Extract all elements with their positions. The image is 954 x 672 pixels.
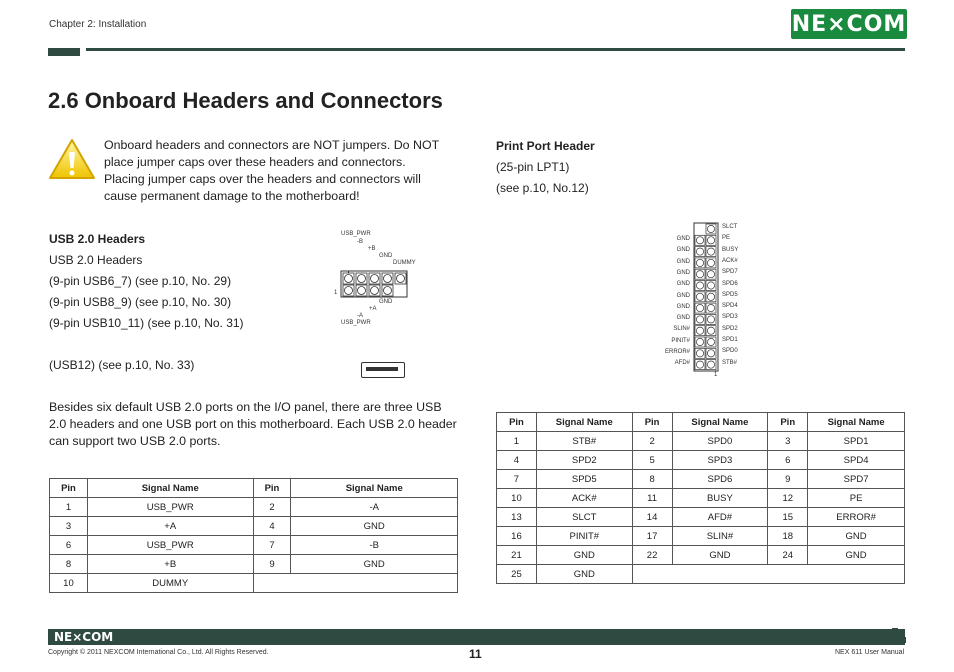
lpt-label-right: ACK#: [722, 257, 738, 264]
table-cell: 9: [253, 555, 291, 574]
lpt-label-left: SLIN#: [673, 326, 690, 333]
usb-paragraph: Besides six default USB 2.0 ports on the I/O panel, there are three USB 2.0 headers and one USB port on this motherboard. Each USB 2.0 header can support two USB 2.0 ports.: [49, 400, 457, 448]
table-cell: 3: [50, 517, 88, 536]
table-cell: 12: [768, 489, 808, 508]
table-cell: 5: [632, 451, 672, 470]
lpt-pin-hole: [696, 259, 703, 266]
table-cell: PE: [808, 489, 905, 508]
lpt-pin-hole: [696, 350, 703, 357]
table-row: [497, 432, 905, 451]
table-cell: SPD3: [672, 451, 768, 470]
table-cell: SLIN#: [672, 527, 768, 546]
table-cell: SPD6: [672, 470, 768, 489]
table-row: [50, 555, 458, 574]
usb-diag-label: DUMMY: [393, 260, 416, 266]
lpt-pin-hole: [696, 282, 703, 289]
table-cell: GND: [808, 527, 905, 546]
table-row: [50, 498, 458, 517]
lpt-label-right: STB#: [722, 359, 738, 366]
lpt-pin-hole: [696, 248, 703, 255]
col-header: Pin: [253, 479, 291, 498]
table-cell: SLCT: [536, 508, 632, 527]
table-row: [497, 527, 905, 546]
table-cell: 14: [632, 508, 672, 527]
lpt-label-right: SPD2: [722, 325, 738, 332]
lpt-pin-hole: [707, 338, 714, 345]
lpt-label-left: GND: [676, 315, 690, 322]
usb-diag-pin1: 1: [334, 290, 338, 296]
table-cell: 7: [253, 536, 291, 555]
table-cell: GND: [808, 546, 905, 565]
lpt-label-left: AFD#: [674, 360, 690, 367]
table-cell: 6: [50, 536, 88, 555]
usb-line: (9-pin USB10_11) (see p.10, No. 31): [49, 316, 244, 330]
table-cell: 24: [768, 546, 808, 565]
usb-header-diagram: [340, 270, 408, 298]
col-header: Pin: [50, 479, 88, 498]
lpt-label-left: GND: [676, 292, 690, 299]
col-header: Signal Name: [808, 413, 905, 432]
col-header: Pin: [497, 413, 537, 432]
table-cell: GND: [672, 546, 768, 565]
table-cell: 8: [50, 555, 88, 574]
usb-diag-label: GND: [379, 253, 393, 259]
logo-text: NE⨯COM: [791, 12, 907, 37]
lpt-header-diagram: [693, 222, 719, 372]
table-row: [497, 546, 905, 565]
table-cell: GND: [536, 565, 632, 584]
usb-line: (9-pin USB8_9) (see p.10, No. 30): [49, 295, 232, 309]
footer-corner-mark: [892, 637, 898, 643]
lpt-label-left: GND: [676, 247, 690, 254]
col-header: Signal Name: [87, 479, 253, 498]
lpt-label-left: GND: [676, 258, 690, 265]
nexcom-logo: [791, 9, 907, 39]
table-cell: +B: [87, 555, 253, 574]
lpt-label-right: SPD1: [722, 337, 738, 343]
col-header: Pin: [632, 413, 672, 432]
table-cell: 7: [497, 470, 537, 489]
table-cell: 16: [497, 527, 537, 546]
table-cell: 2: [253, 498, 291, 517]
table-cell: 21: [497, 546, 537, 565]
lpt-label-right: BUSY: [722, 246, 739, 253]
table-cell: 4: [497, 451, 537, 470]
footer-logo: NE⨯COM: [54, 630, 114, 644]
lpt-label-right: PE: [722, 235, 731, 242]
table-cell: -A: [291, 498, 458, 517]
table-cell: 10: [497, 489, 537, 508]
usb-heading: USB 2.0 Headers: [49, 232, 146, 246]
usb-diag-label: +A: [369, 306, 377, 312]
table-cell: SPD1: [808, 432, 905, 451]
lpt-pin-table: [496, 412, 905, 584]
header-bar-block: [48, 48, 80, 56]
table-cell-empty: [253, 574, 457, 593]
table-cell: STB#: [536, 432, 632, 451]
lpt-label-right: SLCT: [722, 224, 738, 230]
print-line: (see p.10, No.12): [496, 181, 589, 195]
lpt-pin-hole: [696, 327, 703, 334]
table-cell: SPD0: [672, 432, 768, 451]
page-title: 2.6 Onboard Headers and Connectors: [48, 88, 443, 113]
table-cell: 25: [497, 565, 537, 584]
header-rule: [86, 48, 905, 51]
lpt-pin-hole: [696, 271, 703, 278]
col-header: Signal Name: [536, 413, 632, 432]
table-cell: SPD7: [808, 470, 905, 489]
table-row: [50, 517, 458, 536]
warning-icon: [48, 138, 96, 180]
lpt-label-right: SPD0: [722, 348, 738, 355]
table-row: [497, 451, 905, 470]
table-cell: GND: [291, 555, 458, 574]
usb-diag-label: +B: [368, 246, 376, 252]
lpt-pin-hole: [707, 305, 714, 312]
lpt-label-right: SPD5: [722, 291, 738, 298]
usb-pin-table: [49, 478, 458, 593]
table-cell: 22: [632, 546, 672, 565]
chapter-label: Chapter 2: Installation: [49, 19, 147, 30]
lpt-label-left: PINIT#: [671, 337, 690, 344]
table-cell: ACK#: [536, 489, 632, 508]
table-cell: 2: [632, 432, 672, 451]
usb-line: (9-pin USB6_7) (see p.10, No. 29): [49, 274, 232, 288]
table-cell: 1: [50, 498, 88, 517]
usb-port-icon: [361, 362, 405, 378]
table-cell: PINIT#: [536, 527, 632, 546]
manual-name: NEX 611 User Manual: [835, 649, 905, 656]
table-cell: SPD5: [536, 470, 632, 489]
table-cell: 3: [768, 432, 808, 451]
lpt-pin-hole: [696, 305, 703, 312]
table-cell: DUMMY: [87, 574, 253, 593]
table-cell: 11: [632, 489, 672, 508]
col-header: Signal Name: [672, 413, 768, 432]
usb-diag-label: -A: [357, 313, 363, 319]
lpt-pin-hole: [707, 271, 714, 278]
lpt-label-left: ERROR#: [664, 349, 690, 355]
table-cell: USB_PWR: [87, 498, 253, 517]
table-cell: 8: [632, 470, 672, 489]
table-cell: ERROR#: [808, 508, 905, 527]
footer-copyright: Copyright © 2011 NEXCOM International Co., Ltd. All Rights Reserved.: [48, 649, 269, 656]
lpt-label-left: GND: [676, 303, 690, 310]
table-cell: AFD#: [672, 508, 768, 527]
usb-diag-label: USB_PWR: [341, 320, 371, 326]
table-row: [50, 536, 458, 555]
footer-corner-mark: [892, 628, 898, 634]
lpt-pin-hole: [696, 293, 703, 300]
col-header: Signal Name: [291, 479, 458, 498]
table-cell: 1: [497, 432, 537, 451]
usb-diag-label: GND: [379, 299, 393, 305]
page-number: 11: [469, 647, 482, 661]
footer-bar: [48, 629, 905, 645]
lpt-pin-hole: [696, 237, 703, 244]
table-row: [50, 574, 458, 593]
usb12-line: (USB12) (see p.10, No. 33): [49, 358, 195, 372]
lpt-label-right: SPD6: [722, 280, 738, 287]
col-header: Pin: [768, 413, 808, 432]
lpt-pin-hole: [707, 248, 714, 255]
lpt-pin-hole: [707, 259, 714, 266]
table-header-row: [497, 413, 905, 432]
lpt-label-left: GND: [676, 269, 690, 276]
table-cell: 4: [253, 517, 291, 536]
table-cell: 18: [768, 527, 808, 546]
lpt-pin-hole: [707, 327, 714, 334]
lpt-pin-hole: [696, 361, 703, 368]
lpt-pin-hole: [707, 237, 714, 244]
lpt-diag-pin1: 1: [714, 372, 718, 378]
lpt-pin-hole: [707, 225, 714, 232]
table-row: [497, 470, 905, 489]
warning-text: Onboard headers and connectors are NOT jumpers. Do NOT place jumper caps over these headers and connectors. Placing jumper caps over the headers and connectors will cause permanent damage to the motherboard!: [104, 138, 439, 203]
lpt-pin-hole: [696, 338, 703, 345]
lpt-label-right: SPD4: [722, 303, 738, 310]
table-cell: 13: [497, 508, 537, 527]
lpt-pin-hole: [707, 293, 714, 300]
table-cell: -B: [291, 536, 458, 555]
table-cell: 10: [50, 574, 88, 593]
lpt-pin-hole: [707, 350, 714, 357]
lpt-pin-hole: [707, 282, 714, 289]
print-heading: Print Port Header: [496, 139, 595, 153]
table-cell: +A: [87, 517, 253, 536]
table-cell: 15: [768, 508, 808, 527]
table-cell: 17: [632, 527, 672, 546]
table-header-row: [50, 479, 458, 498]
usb-line: USB 2.0 Headers: [49, 253, 143, 267]
footer-corner-mark: [900, 637, 906, 643]
table-cell: SPD2: [536, 451, 632, 470]
print-line: (25-pin LPT1): [496, 160, 570, 174]
lpt-label-left: GND: [676, 281, 690, 288]
table-cell: GND: [291, 517, 458, 536]
lpt-pin-hole: [707, 361, 714, 368]
table-row: [497, 489, 905, 508]
table-cell: 6: [768, 451, 808, 470]
table-cell: 9: [768, 470, 808, 489]
table-row: [497, 508, 905, 527]
table-cell: BUSY: [672, 489, 768, 508]
lpt-label-right: SPD3: [722, 314, 738, 321]
lpt-label-left: GND: [676, 236, 690, 242]
table-row: [497, 565, 905, 584]
usb-diag-label: -B: [357, 239, 363, 245]
table-cell: USB_PWR: [87, 536, 253, 555]
table-cell: GND: [536, 546, 632, 565]
table-cell: SPD4: [808, 451, 905, 470]
lpt-pin-hole: [696, 316, 703, 323]
table-cell-empty: [632, 565, 904, 584]
lpt-pin-hole: [707, 316, 714, 323]
lpt-label-right: SPD7: [722, 269, 738, 276]
usb-diag-label: USB_PWR: [341, 231, 371, 237]
